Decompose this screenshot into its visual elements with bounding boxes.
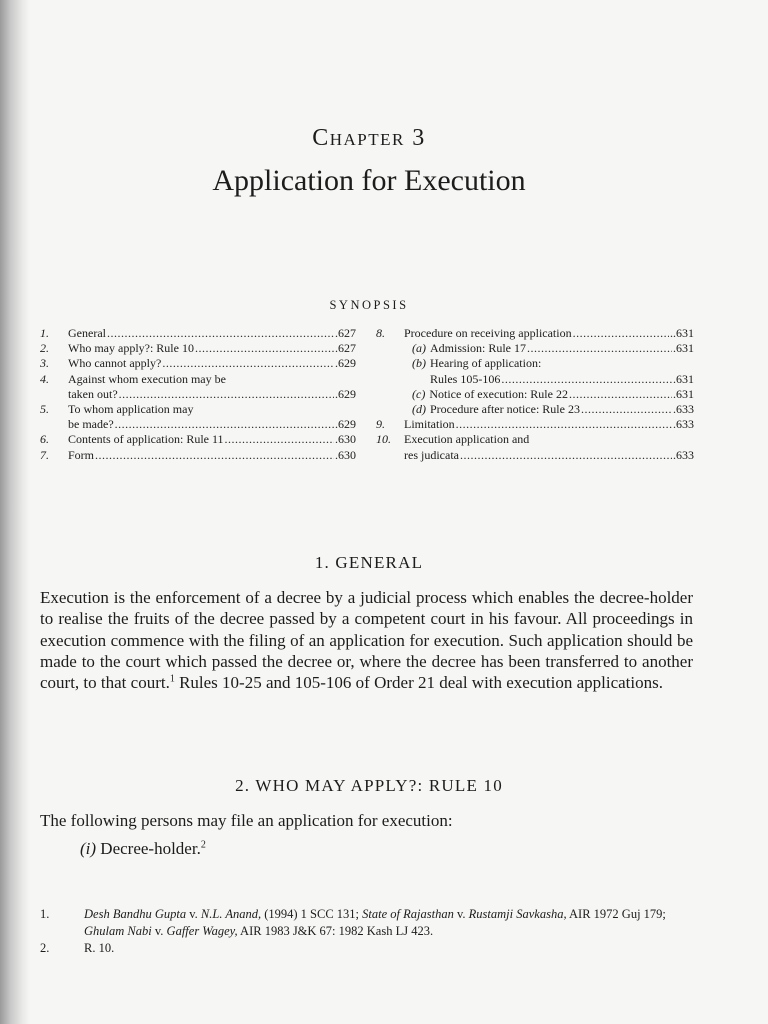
synopsis-entry (376, 326, 694, 417)
synopsis-line (68, 341, 356, 356)
synopsis-entry-text: General (68, 326, 106, 340)
dot-leader (107, 326, 334, 341)
synopsis-line (430, 356, 694, 371)
footnote-text (84, 906, 696, 939)
case-name: Desh Bandhu Gupta (84, 907, 187, 921)
section-heading-who-may-apply: 2. WHO MAY APPLY?: RULE 10 (235, 776, 503, 795)
synopsis-line (68, 326, 356, 341)
synopsis-entry-text: To whom application may (68, 402, 194, 417)
synopsis-entry-text: Limitation (404, 417, 455, 432)
general-paragraph-tail: Rules 10-25 and 105-106 of Order 21 deal with execution applications. (174, 673, 663, 693)
synopsis-entry-text: Execution application and (404, 432, 530, 447)
synopsis-entry-number: 5. (40, 402, 49, 417)
who-may-apply-lead: The following persons may file an application for execution: (40, 811, 453, 830)
synopsis-subentry (404, 341, 694, 356)
synopsis-subentry-body (426, 402, 694, 417)
footnote-number: 1. (40, 907, 50, 921)
case-citation: (1994) 1 SCC 131; (261, 907, 363, 921)
case-party: Gaffer Wagey, (166, 923, 238, 938)
synopsis-subentry-letter: (d) (412, 402, 426, 417)
list-item-decree-holder (80, 838, 206, 859)
footnote-ref-1: 1 (169, 673, 175, 685)
synopsis-entry-text: Rules 105-106 (430, 371, 501, 386)
synopsis-line (430, 341, 694, 356)
synopsis-line (68, 432, 356, 447)
synopsis-subentry-letter: (c) (412, 386, 426, 401)
dot-leader (225, 432, 334, 447)
synopsis-entry-text: Contents of application: Rule 11 (68, 432, 224, 447)
synopsis-entry-text: Form (68, 447, 95, 462)
footnote-1 (40, 906, 696, 939)
synopsis-entry (40, 326, 356, 341)
synopsis-entry (40, 341, 356, 356)
synopsis-line (404, 448, 694, 463)
dot-leader (195, 341, 334, 356)
synopsis-entry-number: 10. (376, 432, 391, 447)
synopsis-entry-body (68, 432, 356, 447)
footnote-ref-2: 2 (200, 839, 206, 851)
dot-leader (119, 387, 334, 402)
synopsis-page-number: .630 (335, 432, 356, 447)
synopsis-subentry (404, 402, 694, 417)
synopsis-entry (40, 432, 356, 447)
case-versus: v. (186, 907, 201, 921)
synopsis-entry-body (404, 326, 694, 417)
synopsis-right-column (376, 326, 694, 463)
synopsis-line (404, 432, 694, 447)
dot-leader (456, 417, 672, 432)
synopsis-entry-text: be made? (68, 417, 114, 432)
dot-leader (569, 387, 672, 402)
case-citation: AIR 1972 Guj 179; (566, 907, 666, 921)
chapter-label: Chapter 3 (312, 125, 426, 151)
synopsis-line (404, 326, 694, 341)
synopsis-entry-body (68, 341, 356, 356)
case-party: Rustamji Savkasha, (468, 907, 567, 921)
synopsis-line (404, 417, 694, 432)
list-item-text: Decree-holder. (96, 839, 201, 858)
synopsis-entry-number: 2. (40, 341, 49, 356)
synopsis-entry (376, 417, 694, 432)
case-versus: v. (453, 907, 469, 921)
synopsis-entry-text: Who cannot apply? (68, 356, 162, 371)
case-party: N.L. Anand, (200, 907, 262, 921)
footnote-text: R. 10. (84, 941, 115, 955)
synopsis-entry-text: res judicata (404, 447, 459, 462)
synopsis-page-number: .633 (673, 417, 694, 432)
case-name: State of Rajasthan (362, 907, 454, 921)
synopsis-entry (40, 402, 356, 432)
synopsis-entry-number: 3. (40, 356, 49, 371)
synopsis-line (430, 372, 694, 387)
synopsis-entry-text: Procedure after notice: Rule 23 (430, 402, 580, 417)
synopsis-entry-body (68, 326, 356, 341)
synopsis-page-number: .630 (335, 447, 356, 462)
synopsis-line (430, 402, 694, 417)
synopsis-page-number: .629 (335, 356, 356, 371)
section-heading-general: 1. GENERAL (314, 553, 424, 572)
synopsis-subentry-body (426, 341, 694, 356)
synopsis-entry-number: 1. (40, 326, 49, 340)
chapter-title: Application for Execution (212, 164, 526, 197)
dot-leader (573, 326, 669, 341)
synopsis-subentry-body (426, 356, 694, 386)
synopsis-entry-body (404, 417, 694, 432)
dot-leader (581, 402, 672, 417)
synopsis-entry-body (404, 432, 694, 462)
synopsis-entry-number: 9. (376, 417, 385, 432)
dot-leader (95, 448, 334, 463)
synopsis-page-number: .633 (673, 402, 694, 417)
synopsis-entry-body (68, 356, 356, 371)
synopsis-page-number: .627 (335, 341, 356, 356)
synopsis-page-number: .627 (335, 326, 356, 340)
synopsis-subentry-letter: (b) (412, 356, 426, 371)
synopsis-subentry-letter: (a) (412, 341, 426, 356)
synopsis-entry-text: Against whom execution may be (68, 371, 226, 386)
synopsis-entry (40, 448, 356, 463)
footnotes (40, 906, 696, 958)
book-page (40, 0, 698, 1024)
synopsis-entry (40, 356, 356, 371)
synopsis-entry-text: taken out? (68, 386, 118, 401)
synopsis-page-number: .633 (673, 447, 694, 462)
synopsis-entry-text: Hearing of application: (430, 356, 542, 371)
synopsis-entry-number: 8. (376, 326, 385, 340)
synopsis-entry-body (68, 402, 356, 432)
dot-leader (527, 341, 672, 356)
synopsis-entry-body (68, 448, 356, 463)
synopsis-line (68, 417, 356, 432)
synopsis-line (68, 402, 356, 417)
general-paragraph (40, 587, 693, 693)
synopsis-heading: SYNOPSIS (329, 298, 409, 312)
synopsis-line (68, 387, 356, 402)
synopsis-page-number: .629 (335, 417, 356, 432)
case-name: Ghulam Nabi (84, 923, 152, 938)
dot-leader (162, 356, 334, 371)
synopsis-entry-number: 7. (40, 447, 49, 462)
footnote-number: 2. (40, 941, 50, 955)
synopsis-entry-number: 6. (40, 432, 49, 447)
synopsis-entry-body (68, 372, 356, 402)
synopsis-line (68, 448, 356, 463)
synopsis-subentry-body (425, 387, 694, 402)
synopsis-line (68, 356, 356, 371)
synopsis-page-number: .631 (673, 341, 694, 356)
synopsis-subentry (404, 387, 694, 402)
synopsis-entry-text: Notice of execution: Rule 22 (429, 386, 568, 401)
dot-leader (115, 417, 334, 432)
synopsis-left-column (40, 326, 356, 463)
synopsis-line (68, 372, 356, 387)
synopsis-entry (40, 372, 356, 402)
synopsis-entry (376, 432, 694, 462)
synopsis-page-number: .631 (673, 386, 694, 401)
list-item-numeral: (i) (80, 839, 97, 858)
synopsis-entry-text: Admission: Rule 17 (430, 341, 527, 356)
dot-leader (501, 372, 672, 387)
synopsis-page-number: .631 (673, 371, 694, 386)
dot-leader (460, 448, 672, 463)
synopsis-subentry (404, 356, 694, 386)
synopsis-page-number: ..631 (670, 326, 694, 340)
synopsis-page-number: .629 (335, 386, 356, 401)
binding-shadow (0, 0, 30, 1024)
general-paragraph-main: Execution is the enforcement of a decree by a judicial process which enables the decree-holder to realise the fruits of the decree passed by a competent court in his favour. All proceedings in execution commence with the filing of an application for execution. Such application should be made to the court which passed the decree or, where the decree has been transferred to another court, to that court. (40, 588, 693, 693)
synopsis-entry-text: Who may apply?: Rule 10 (68, 341, 194, 356)
case-versus: v. (151, 923, 167, 938)
case-citation: AIR 1983 J&K 67: 1982 Kash LJ 423. (237, 923, 434, 938)
synopsis-entry-number: 4. (40, 371, 49, 386)
synopsis-entry-text: Procedure on receiving application (404, 326, 572, 340)
synopsis-line (429, 387, 694, 402)
footnote-2 (40, 940, 696, 957)
